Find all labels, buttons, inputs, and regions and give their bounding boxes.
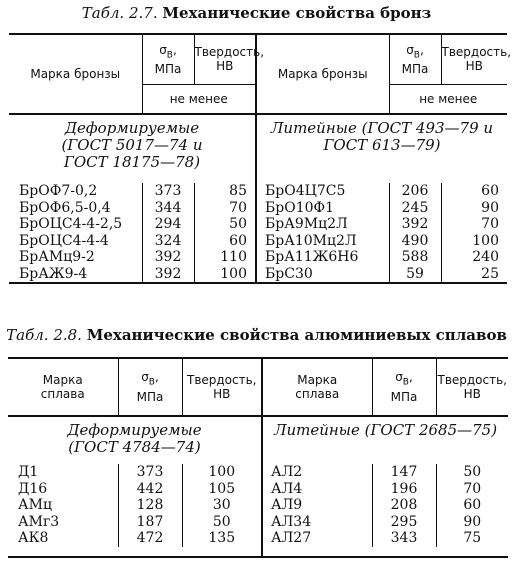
sigma-cell: 392 [389,216,441,233]
hardness-cell: 25 [441,266,507,284]
table1-caption [0,4,513,22]
grade-cell: АЛ34 [262,514,372,531]
sigma-cell: 343 [372,530,436,547]
header-min-note-right: не менее [389,84,507,114]
table1-label: Табл. 2.7. [81,4,158,22]
table-row [8,530,508,547]
hardness-cell: 85 [194,183,256,200]
hardness-cell: 100 [182,464,262,481]
header-min-note-left: не менее [142,84,256,114]
header-sigma-right: $\sigma_В$, МПа [389,34,441,84]
grade-cell: АК8 [18,530,49,546]
table2-title: Механические свойства алюминиевых сплавов [86,326,507,344]
group-wrought-bronzes: Деформируемые (ГОСТ 5017—74 и ГОСТ 18175—78) [61,119,203,171]
table-row [8,481,508,498]
header-sigma-left: $\sigma_В$, МПа [118,358,182,416]
grade-cell: Д1 [18,464,39,480]
group-wrought-alloys: Деформируемые (ГОСТ 4784—74) [67,421,202,456]
header-hardness-left: Твердость, НВ [194,34,256,84]
hardness-cell: 110 [194,249,256,266]
grade-cell: БрОЦС4-4-2,5 [19,216,123,232]
header-sigma-right: $\sigma_В$, МПа [372,358,436,416]
grade-cell: БрОФ7-0,2 [19,183,98,199]
hardness-cell: 240 [441,249,507,266]
sigma-cell: 147 [372,464,436,481]
hardness-cell: 100 [194,266,256,284]
sigma-cell: 295 [372,514,436,531]
header-grade-left: Марка сплава [40,373,85,401]
bronze-properties-table [9,33,512,284]
hardness-cell: 105 [182,481,262,498]
hardness-cell: 50 [194,216,256,233]
header-grade-right: Марка сплава [262,358,372,416]
table2-caption [0,326,513,344]
hardness-cell: 70 [441,216,507,233]
grade-cell: БрА11Ж6Н6 [256,249,389,266]
header-hardness-right: Твердость, НВ [441,34,507,84]
sigma-cell: 472 [118,530,182,547]
sigma-cell: 373 [142,183,194,200]
hardness-cell: 100 [441,233,507,250]
table-row [9,266,507,284]
table2-label: Табл. 2.8. [6,326,82,344]
grade-cell: БрАМц9-2 [19,249,95,265]
grade-cell: АМг3 [18,513,60,530]
grade-cell: БрОФ6,5-0,4 [19,199,111,216]
header-hardness-right: Твердость, НВ [436,358,508,416]
table-row [8,514,508,531]
grade-cell: БрО10Ф1 [256,200,389,217]
table-row [8,497,508,514]
grade-cell: Д16 [18,480,48,497]
sigma-cell: 206 [389,183,441,200]
hardness-cell: 50 [436,464,508,481]
sigma-cell: 490 [389,233,441,250]
grade-cell: АЛ9 [262,497,372,514]
hardness-cell: 50 [182,514,262,531]
group-cast-bronzes: Литейные (ГОСТ 493—79 и ГОСТ 613—79) [256,118,507,171]
table-row [8,464,508,481]
grade-cell: БрАЖ9-4 [19,265,88,282]
table-row [9,233,507,250]
hardness-cell: 60 [441,183,507,200]
hardness-cell: 75 [436,530,508,547]
sigma-cell: 324 [142,233,194,250]
sigma-cell: 442 [118,481,182,498]
hardness-cell: 70 [436,481,508,498]
sigma-cell: 392 [142,266,194,284]
group-cast-alloys: Литейные (ГОСТ 2685—75) [262,420,508,456]
hardness-cell: 30 [182,497,262,514]
grade-cell: БрОЦС4-4-4 [19,232,109,249]
sigma-cell: 187 [118,514,182,531]
hardness-cell: 60 [436,497,508,514]
sigma-cell: 588 [389,249,441,266]
sigma-cell: 128 [118,497,182,514]
table-row [9,216,507,233]
hardness-cell: 60 [194,233,256,250]
header-grade-right: Марка бронзы [256,34,389,114]
grade-cell: БрС30 [256,266,389,284]
hardness-cell: 90 [436,514,508,531]
sigma-cell: 245 [389,200,441,217]
grade-cell: АМц [18,497,52,513]
sigma-cell: 344 [142,200,194,217]
grade-cell: БрА9Мц2Л [256,216,389,233]
sigma-cell: 373 [118,464,182,481]
hardness-cell: 70 [194,200,256,217]
header-sigma-left: $\sigma_В$, МПа [142,34,194,84]
aluminium-properties-table [8,357,508,558]
table-row [9,183,507,200]
table-row [9,200,507,217]
sigma-cell: 294 [142,216,194,233]
table-row [9,249,507,266]
grade-cell: БрО4Ц7С5 [256,183,389,200]
grade-cell: АЛ2 [262,464,372,481]
grade-cell: АЛ4 [262,481,372,498]
header-hardness-left: Твердость, НВ [182,358,262,416]
sigma-cell: 196 [372,481,436,498]
hardness-cell: 135 [182,530,262,547]
sigma-cell: 392 [142,249,194,266]
sigma-cell: 208 [372,497,436,514]
grade-cell: АЛ27 [262,530,372,547]
sigma-cell: 59 [389,266,441,284]
table1-title: Механические свойства бронз [162,4,432,22]
hardness-cell: 90 [441,200,507,217]
grade-cell: БрА10Мц2Л [256,233,389,250]
header-grade-left: Марка бронзы [30,67,121,81]
